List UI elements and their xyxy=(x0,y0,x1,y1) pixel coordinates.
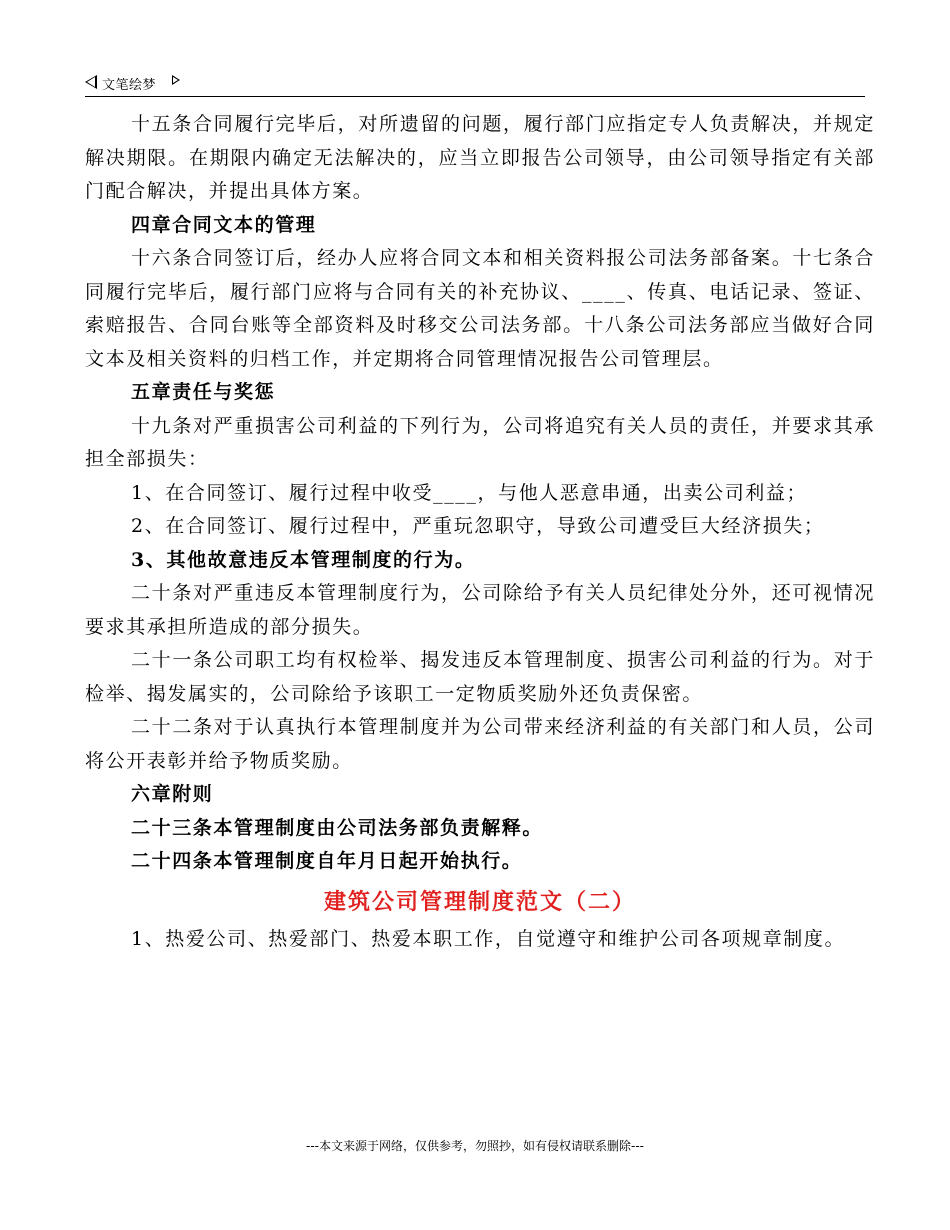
paragraph-article-16-18: 十六条合同签订后，经办人应将合同文本和相关资料报公司法务部备案。十七条合同履行完毕后，履行部门应将与合同有关的补充协议、____、传真、电话记录、签证、索赔报告、合同台账等全部资料及时移交公司法务部。十八条公司法务部应当做好合同文本及相关资料的归档工作，并定期将合同管理情况报告公司管理层。 xyxy=(85,247,875,370)
paragraph-article-15: 十五条合同履行完毕后，对所遗留的问题，履行部门应指定专人负责解决，并规定解决期限。在期限内确定无法解决的，应当立即报告公司领导，由公司领导指定有关部门配合解决，并提出具体方案。 xyxy=(85,113,875,202)
paragraph-article-21: 二十一条公司职工均有权检举、揭发违反本管理制度、损害公司利益的行为。对于检举、揭发属实的，公司除给予该职工一定物质奖励外还负责保密。 xyxy=(85,649,875,705)
chapter-heading-6: 六章附则 xyxy=(131,783,214,805)
document-body xyxy=(85,108,875,956)
chapter-heading-5: 五章责任与奖惩 xyxy=(131,381,276,403)
triangle-right-icon xyxy=(172,75,180,85)
page-footer: ---本文来源于网络，仅供参考，勿照抄，如有侵权请联系删除--- xyxy=(306,1139,644,1153)
paragraph-article-23: 二十三条本管理制度由公司法务部负责解释。 xyxy=(131,816,544,839)
section-title: 建筑公司管理制度范文（二） xyxy=(323,888,636,915)
list-item-1: 1、在合同签订、履行过程中收受____，与他人恶意串通，出卖公司利益； xyxy=(131,481,808,504)
paragraph-article-24: 二十四条本管理制度自年月日起开始执行。 xyxy=(131,850,523,872)
paragraph-article-19: 十九条对严重损害公司利益的下列行为，公司将追究有关人员的责任，并要求其承担全部损失： xyxy=(85,414,875,470)
header-brand: 文笔绘梦 xyxy=(102,78,157,93)
list-item-3: 3、其他故意违反本管理制度的行为。 xyxy=(131,548,476,571)
paragraph-rule-1: 1、热爱公司、热爱部门、热爱本职工作，自觉遵守和维护公司各项规章制度。 xyxy=(131,927,846,950)
list-item-2: 2、在合同签订、履行过程中，严重玩忽职守，导致公司遭受巨大经济损失； xyxy=(131,515,825,537)
triangle-left-icon xyxy=(85,75,97,89)
chapter-heading-4: 四章合同文本的管理 xyxy=(131,213,317,236)
paragraph-article-20: 二十条对严重违反本管理制度行为，公司除给予有关人员纪律处分外，还可视情况要求其承担所造成的部分损失。 xyxy=(85,582,875,638)
page-header xyxy=(85,72,865,97)
paragraph-article-22: 二十二条对于认真执行本管理制度并为公司带来经济利益的有关部门和人员，公司将公开表彰并给予物质奖励。 xyxy=(85,716,875,772)
